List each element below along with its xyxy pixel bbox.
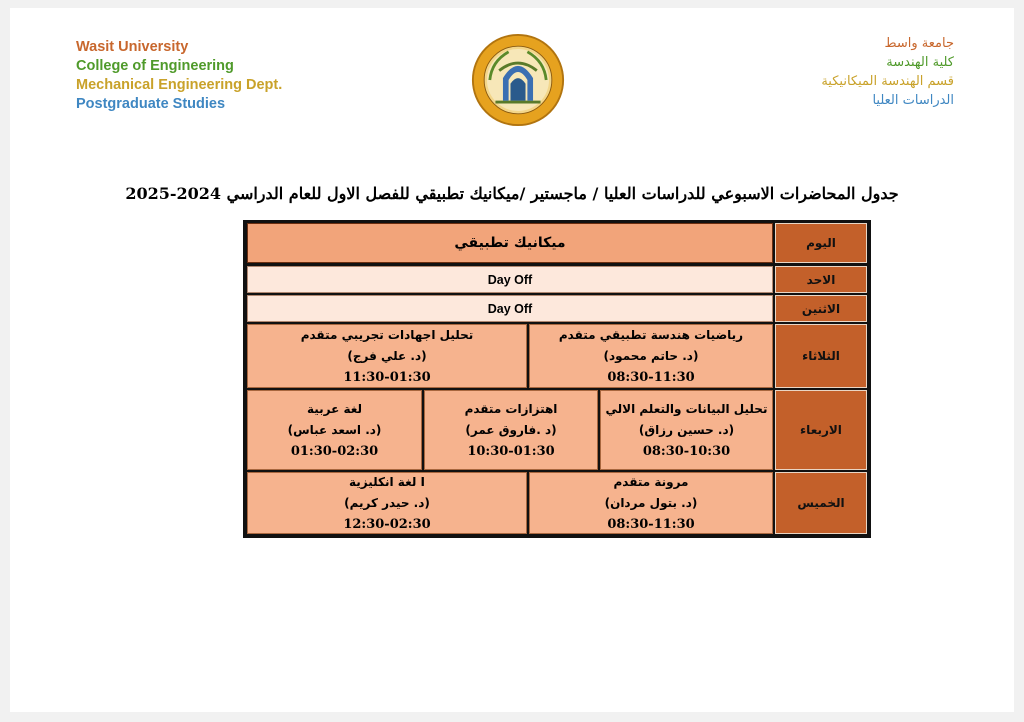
day-header: اليوم: [775, 223, 867, 263]
time-slot: 08:30-11:30: [607, 369, 695, 385]
studies-name-ar: الدراسات العليا: [872, 93, 954, 108]
day-tuesday: الثلاثاء: [775, 324, 867, 388]
instructor-name: (د. حسين رزاق): [638, 422, 735, 437]
program-header: ميكانيك تطبيقي: [247, 223, 773, 263]
course-name: تحليل اجهادات تجريبي متقدم: [300, 327, 474, 342]
time-slot: 11:30-01:30: [343, 369, 431, 385]
college-name-en: College of Engineering: [76, 58, 234, 74]
course-name: لغة عربية: [306, 401, 363, 416]
course-name: مرونة متقدم: [613, 474, 689, 489]
wednesday-slot-1: [600, 390, 773, 470]
wednesday-slot-3: [247, 390, 422, 470]
thursday-slot-2: [247, 472, 527, 534]
header-english: [76, 38, 282, 114]
day-thursday: الخميس: [775, 472, 867, 534]
course-name: تحليل البيانات والتعلم الالي: [605, 401, 768, 416]
time-slot: 12:30-02:30: [343, 516, 431, 532]
day-sunday: الاحد: [775, 266, 867, 293]
day-monday: الاثنين: [775, 295, 867, 322]
studies-name-en: Postgraduate Studies: [76, 96, 226, 112]
schedule-title: جدول المحاضرات الاسبوعي للدراسات العليا / ماجستير /ميكانيك تطبيقي للفصل الاول للعام الدراسي 2024-2025: [125, 184, 899, 203]
thursday-slot-1: [529, 472, 773, 534]
university-name-ar: جامعة واسط: [884, 36, 954, 51]
university-name-en: Wasit University: [76, 39, 189, 55]
instructor-name: (د. اسعد عباس): [287, 422, 382, 437]
instructor-name: (د. حاتم محمود): [603, 348, 699, 363]
wednesday-slot-2: [424, 390, 598, 470]
college-name-ar: كلية الهندسة: [886, 55, 954, 70]
course-name: اهتزازات متقدم: [464, 401, 558, 416]
instructor-name: (د. حيدر كريم): [344, 495, 430, 510]
wasit-university-seal-icon: [471, 33, 565, 127]
day-wednesday: الاربعاء: [775, 390, 867, 470]
tuesday-slot-1: [529, 324, 773, 388]
course-name: رياضيات هندسة تطبيقي متقدم: [558, 327, 744, 342]
time-slot: 08:30-11:30: [607, 516, 695, 532]
department-name-en: Mechanical Engineering Dept.: [76, 77, 283, 93]
course-name: لغة انكليزية I: [348, 474, 426, 489]
time-slot: 08:30-10:30: [642, 443, 731, 459]
instructor-name: (د. بتول مردان): [604, 495, 698, 510]
department-name-ar: قسم الهندسة الميكانيكية: [821, 74, 954, 89]
sunday-day-off: Day Off: [247, 266, 773, 293]
time-slot: 01:30-02:30: [290, 443, 379, 459]
instructor-name: (د. علي فرج): [347, 348, 427, 363]
document-page: [10, 8, 1014, 712]
header-arabic: [821, 34, 954, 110]
time-slot: 10:30-01:30: [467, 443, 555, 459]
tuesday-slot-2: [247, 324, 527, 388]
monday-day-off: Day Off: [247, 295, 773, 322]
instructor-name: (د .فاروق عمر): [465, 422, 557, 437]
schedule-table: [243, 220, 871, 538]
